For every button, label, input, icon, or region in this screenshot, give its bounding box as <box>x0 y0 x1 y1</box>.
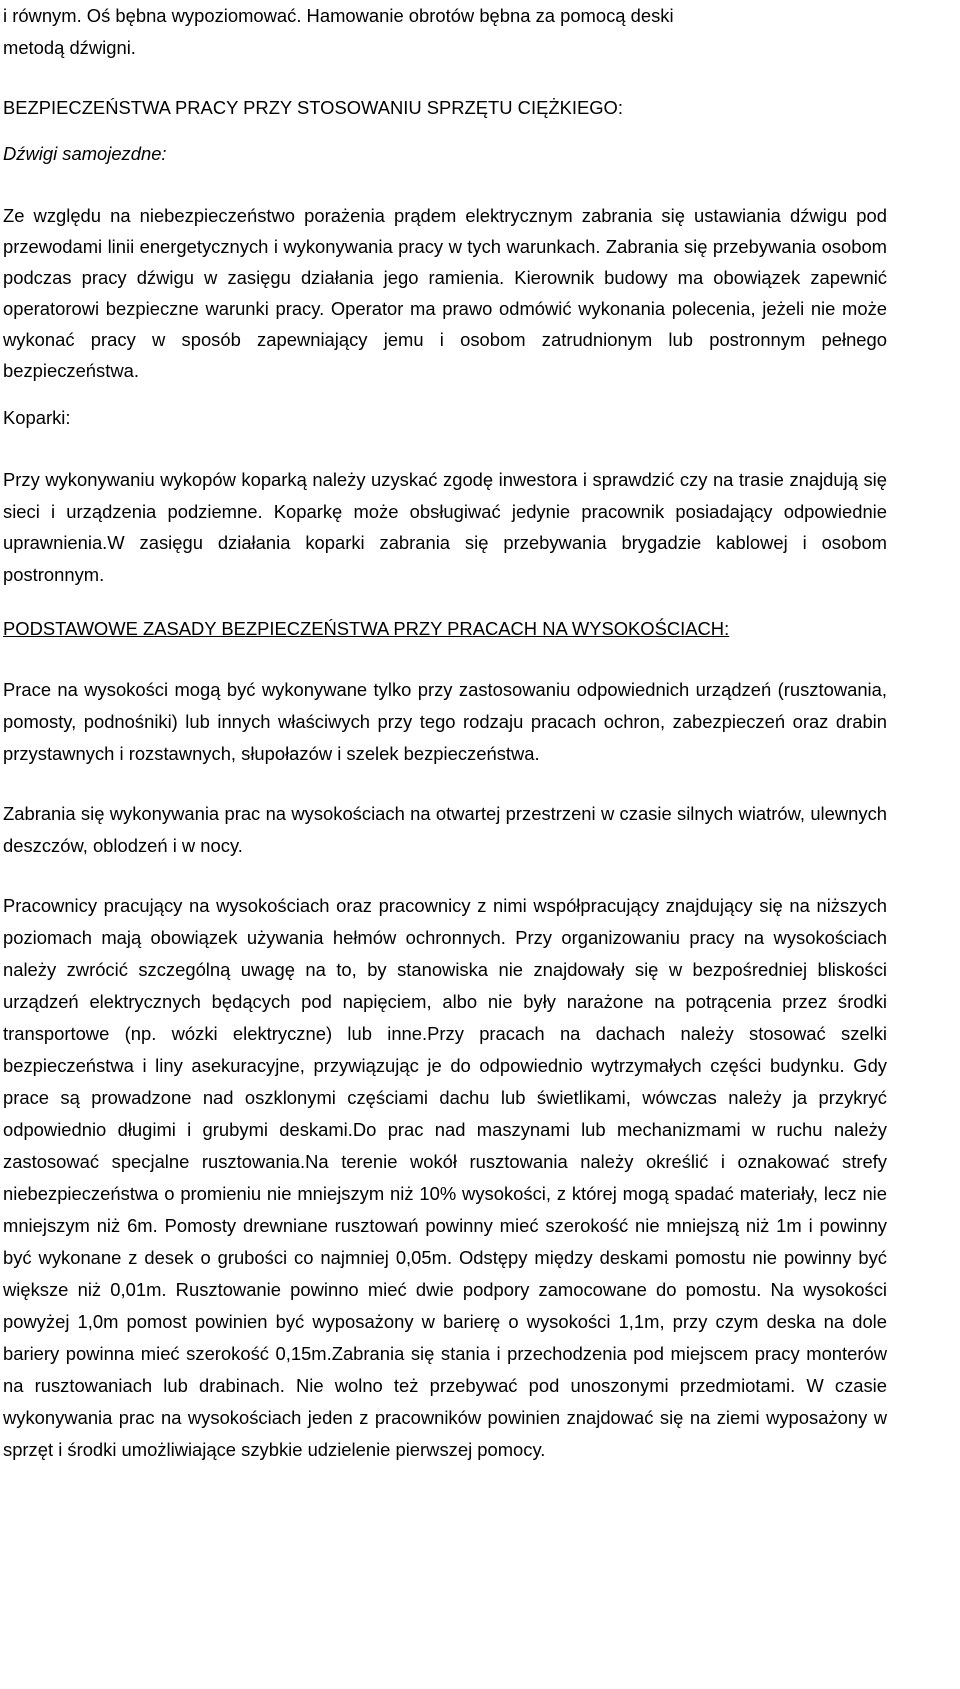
paragraph-excavators: Przy wykonywaniu wykopów koparką należy uzyskać zgodę inwestora i sprawdzić czy na trasie znajdują się sieci i urządzenia podziemne. Koparkę może obsługiwać jedynie pracownik posiadający odpowiednie uprawnienia.W zasięgu działania koparki zabrania się przebywania brygadzie kablowej i osobom postronnym. <box>3 469 887 585</box>
subheading-mobile-cranes: Dźwigi samojezdne: <box>3 143 167 164</box>
paragraph-heights-weather: Zabrania się wykonywania prac na wysokościach na otwartej przestrzeni w czasie silnych wiatrów, ulewnych deszczów, oblodzeń i w nocy. <box>3 803 887 856</box>
subheading-excavators: Koparki: <box>3 407 71 428</box>
section-heading-heavy-equipment: BEZPIECZEŃSTWA PRACY PRZY STOSOWANIU SPRZĘTU CIĘŻKIEGO: <box>3 97 623 118</box>
paragraph-heights-rules: Pracownicy pracujący na wysokościach oraz pracownicy z nimi współpracujący znajdujący się na niższych poziomach mają obowiązek używania hełmów ochronnych. Przy organizowaniu pracy na wysokościach należy zwrócić szczególną uwagę na to, by stanowiska nie znajdowały się w bezpośredniej bliskości urządzeń elektrycznych będących pod napięciem, albo nie były narażone na potrącenia przez środki transportowe (np. wózki elektryczne) lub inne.Przy pracach na dachach należy stosować szelki bezpieczeństwa i liny asekuracyjne, przywiązując je do odpowiednio wytrzymałych części budynku. Gdy prace są prowadzone nad oszklonymi częściami dachu lub świetlikami, wówczas należy ja przykryć odpowiednio długimi i grubymi deskami.Do prac nad maszynami lub mechanizmami w ruchu należy zastosować specjalne rusztowania.Na terenie wokół rusztowania należy określić i oznakować strefy niebezpieczeństwa o promieniu nie mniejszym niż 10% wysokości, z której mogą spadać materiały, lecz nie mniejszym niż 6m. Pomosty drewniane rusztowań powinny mieć szerokość nie mniejszą niż 1m i powinny być wykonane z desek o grubości co najmniej 0,05m. Odstępy między deskami pomostu nie powinny być większe niż 0,01m. Rusztowanie powinno mieć dwie podpory zamocowane do pomostu. Na wysokości powyżej 1,0m pomost powinien być wyposażony w barierę o wysokości 1,1m, przy czym deska na dole bariery powinna mieć szerokość 0,15m.Zabrania się stania i przechodzenia pod miejscem pracy monterów na rusztowaniach lub drabinach. Nie wolno też przebywać pod unoszonymi przedmiotami. W czasie wykonywania prac na wysokościach jeden z pracowników powinien znajdować się na ziemi wyposażony w sprzęt i środki umożliwiające szybkie udzielenie pierwszej pomocy. <box>3 895 887 1460</box>
document-page <box>3 0 887 1466</box>
intro-line-1: i równym. Oś bębna wypoziomować. Hamowanie obrotów bębna za pomocą deski <box>3 5 674 26</box>
section-heading-work-at-heights: PODSTAWOWE ZASADY BEZPIECZEŃSTWA PRZY PRACACH NA WYSOKOŚCIACH: <box>3 618 730 639</box>
paragraph-heights-equipment: Prace na wysokości mogą być wykonywane tylko przy zastosowaniu odpowiednich urządzeń (rusztowania, pomosty, podnośniki) lub innych właściwych przy tego rodzaju pracach ochron, zabezpieczeń oraz drabin przystawnych i rozstawnych, słupołazów i szelek bezpieczeństwa. <box>3 679 887 764</box>
paragraph-mobile-cranes: Ze względu na niebezpieczeństwo porażenia prądem elektrycznym zabrania się ustawiania dźwigu pod przewodami linii energetycznych i wykonywania pracy w tych warunkach. Zabrania się przebywania osobom podczas pracy dźwigu w zasięgu działania jego ramienia. Kierownik budowy ma obowiązek zapewnić operatorowi bezpieczne warunki pracy. Operator ma prawo odmówić wykonania polecenia, jeżeli nie może wykonać pracy w sposób zapewniający jemu i osobom zatrudnionym lub postronnym pełnego bezpieczeństwa. <box>3 205 887 381</box>
intro-line-2: metodą dźwigni. <box>3 37 136 58</box>
